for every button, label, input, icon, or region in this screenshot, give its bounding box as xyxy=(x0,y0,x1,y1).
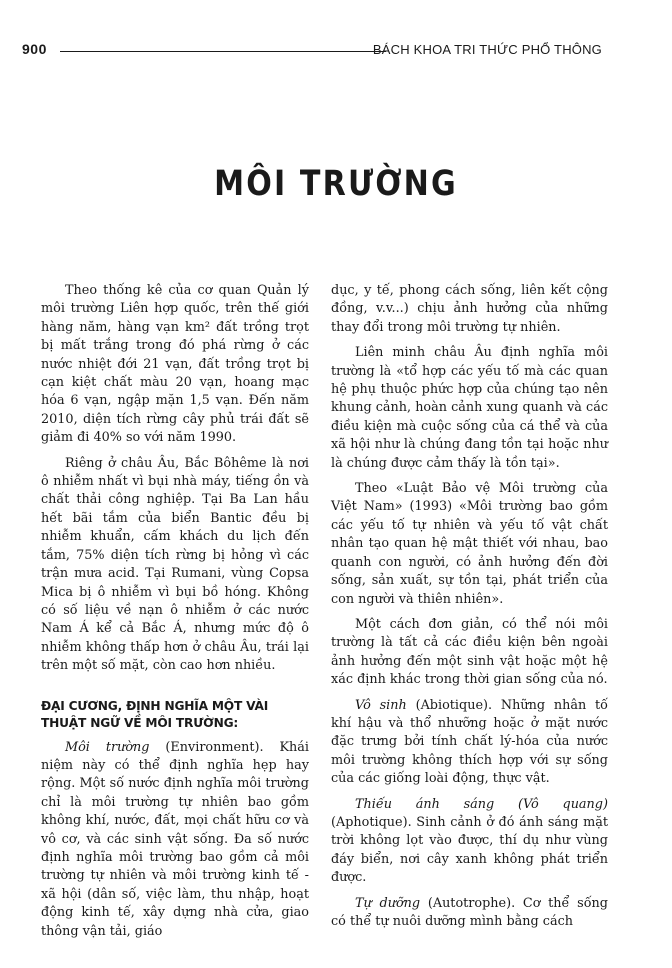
paragraph: dục, y tế, phong cách sống, liên kết cộng đồng, v.v...) chịu ảnh hưởng của những thay đổi trong môi trường tự nhiên. xyxy=(331,283,608,335)
paragraph xyxy=(331,796,608,888)
paragraph xyxy=(41,739,309,941)
paragraph: Theo thống kê của cơ quan Quản lý môi trường Liên hợp quốc, trên thế giới hàng năm, hàng vạn km² đất trồng trọt bị mất trắng trong đó phá rừng ở các nước nhiệt đới 21 vạn, đất trồng trọt bị cạn kiệt chất màu 20 vạn, hoang mạc hóa 6 vạn, ngập mặn 1,5 vạn. Đến năm 2010, diện tích rừng cây phủ trái đất sẽ giảm đi 40% so với năm 1990. xyxy=(41,283,309,446)
chapter-title: MÔI TRƯỜNG xyxy=(214,164,458,204)
paragraph-text: (Aphotique). Sinh cảnh ở đó ánh sáng mặt trời không lọt vào được, thí dụ như vùng đáy biển, nơi cây xanh không phát triển được. xyxy=(331,814,608,886)
paragraph: Theo «Luật Bảo vệ Môi trường của Việt Nam» (1993) «Môi trường bao gồm các yếu tố tự nhiên và yếu tố vật chất nhân tạo quan hệ mật thiết với nhau, bao quanh con người, có ảnh hưởng đến đời sống, sản xuất, sự tồn tại, phát triển của con người và thiên nhiên». xyxy=(331,481,608,607)
term: Môi trường xyxy=(65,739,150,755)
paragraph xyxy=(331,895,608,932)
running-title: BÁCH KHOA TRI THỨC PHỔ THÔNG xyxy=(372,42,602,57)
page-number: 900 xyxy=(22,41,47,57)
header-rule xyxy=(60,51,386,52)
term: Thiếu ánh sáng (Vô quang) xyxy=(355,796,608,812)
page-header xyxy=(22,40,602,60)
term: Tự dưỡng xyxy=(355,895,421,911)
right-column xyxy=(331,282,608,938)
paragraph: Một cách đơn giản, có thể nói môi trường là tất cả các điều kiện bên ngoài ảnh hưởng đến một sinh vật hoặc một hệ xác định khác trong thời gian sống của nó. xyxy=(331,616,608,688)
paragraph-text: (Environment). Khái niệm này có thể định nghĩa hẹp hay rộng. Một số nước định nghĩa môi trường chỉ là môi trường tự nhiên bao gồm không khí, nước, đất, mọi chất hữu cơ và vô cơ, và các sinh vật sống. Đa số nước định nghĩa môi trường bao gồm cả môi trường tự nhiên và môi trường kinh tế - xã hội (dân số, việc làm, thu nhập, hoạt động kinh tế, xây dựng nhà cửa, giao thông vận tải, giáo xyxy=(41,739,309,939)
paragraph-text: (Abiotique). Những nhân tố khí hậu và thổ nhưỡng hoặc ở mặt nước đặc trưng bởi tính chất lý-hóa của nước môi trường không thích hợp với sự sống của các giống loài động, thực vật. xyxy=(331,697,608,787)
section-heading: ĐẠI CƯƠNG, ĐỊNH NGHĨA MỘT VÀI THUẬT NGỮ VỀ MÔI TRƯỜNG: xyxy=(41,698,269,730)
paragraph: Riêng ở châu Âu, Bắc Bôhême là nơi ô nhiễm nhất vì bụi nhà máy, tiếng ồn và chất thải công nghiệp. Tại Ba Lan hầu hết bãi tắm của biển Bantic đều bị nhiễm khuẩn, cấm khách du lịch đến tắm, 75% diện tích rừng bị hỏng vì các trận mưa acid. Tại Rumani, vùng Copsa Mica bị ô nhiễm vì bụi bồ hóng. Không có số liệu về nạn ô nhiễm ở các nước Nam Á kể cả Bắc Á, nhưng mức độ ô nhiễm không thấp hơn ở châu Âu, trái lại trên một số mặt, còn cao hơn nhiều. xyxy=(41,455,309,674)
paragraph-text: (Autotrophe). Cơ thể sống có thể tự nuôi dưỡng mình bằng cách xyxy=(331,895,608,929)
left-column xyxy=(41,282,309,948)
term: Vô sinh xyxy=(355,697,407,713)
paragraph: Liên minh châu Âu định nghĩa môi trường là «tổ hợp các yếu tố mà các quan hệ phụ thuộc phức hợp của chúng tạo nên khung cảnh, hoàn cảnh xung quanh và các điều kiện mà cuộc sống của cá thể và của xã hội như là chúng đang tồn tại hoặc như là chúng được cảm thấy là tồn tại». xyxy=(331,345,608,471)
paragraph xyxy=(331,697,608,789)
